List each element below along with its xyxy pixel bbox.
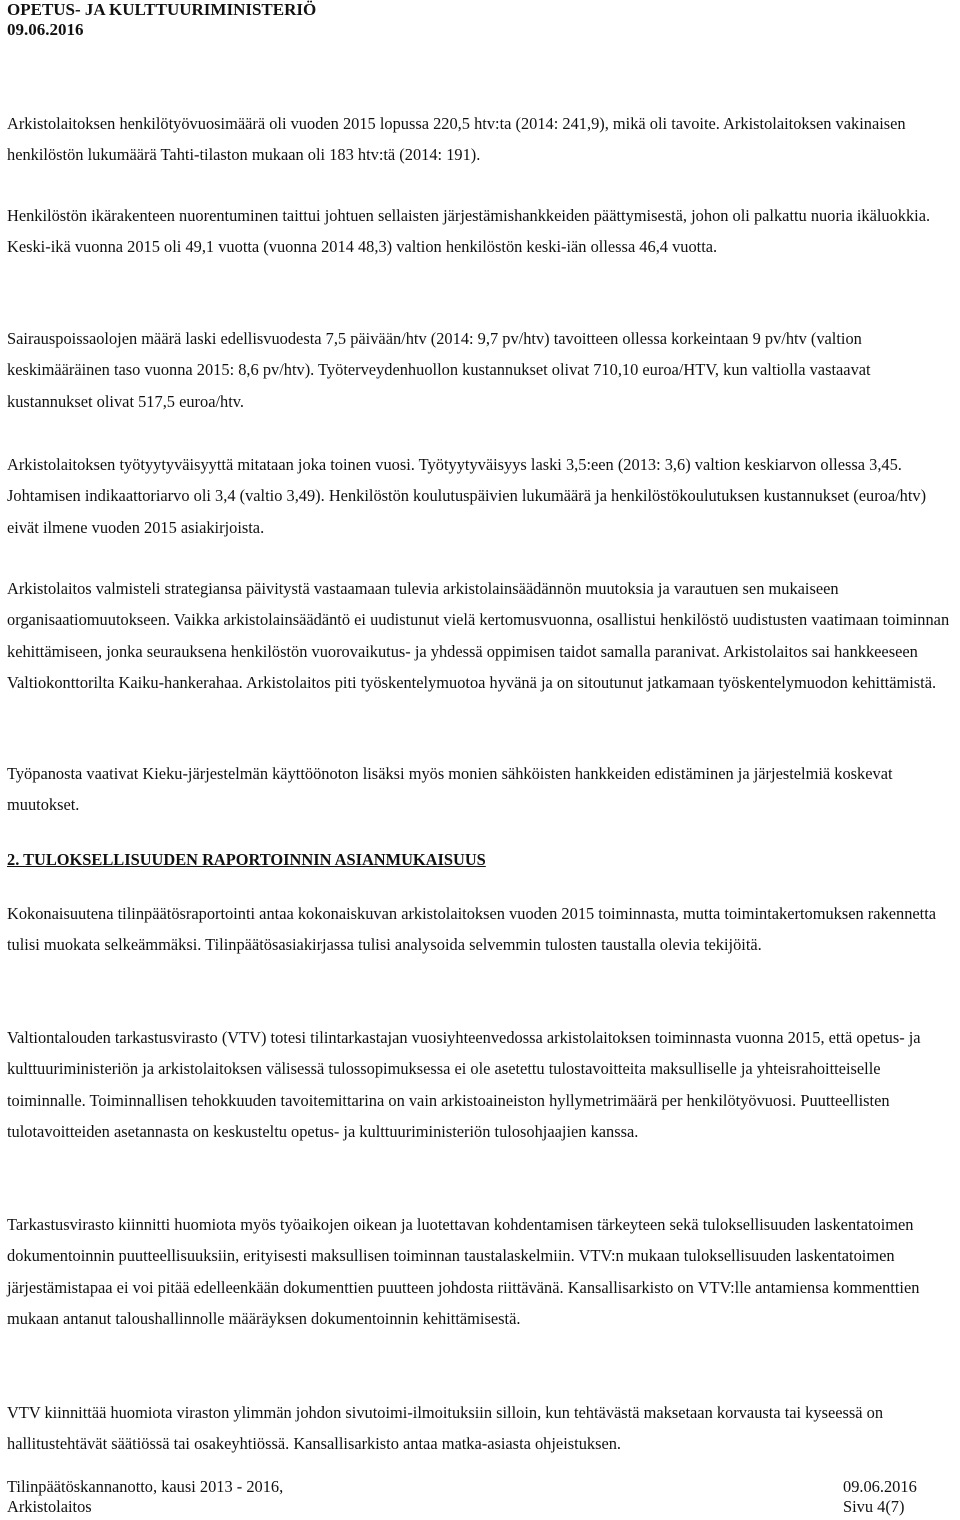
paragraph-reporting-overview: Kokonaisuutena tilinpäätösraportointi antaa kokonaiskuvan arkistolaitoksen vuoden 2015 toiminnasta, mutta toimintakertomuksen rakennetta tulisi muokata selkeämmäksi. Tilinpäätösasiakirjassa tulisi analysoida selvemmin tulosten taustalla olevia tekijöitä. <box>7 904 937 955</box>
footer-date: 09.06.2016 <box>843 1477 917 1496</box>
paragraph-kieku: Työpanosta vaativat Kieku-järjestelmän käyttöönoton lisäksi myös monien sähköisten hankkeiden edistäminen ja järjestelmiä koskevat muutokset. <box>7 764 893 815</box>
paragraph-staff-years: Arkistolaitoksen henkilötyövuosimäärä oli vuoden 2015 lopussa 220,5 htv:ta (2014: 241,9), mikä oli tavoite. Arkistolaitoksen vakinaisen henkilöstön lukumäärä Tahti-tilaston mukaan oli 183 htv:tä (2014: 191). <box>7 114 906 165</box>
paragraph-vtv-findings: Valtiontalouden tarkastusvirasto (VTV) totesi tilintarkastajan vuosiyhteenvedossa arkistolaitoksen toiminnasta vuonna 2015, että opetus- ja kulttuuriministeriön ja arkistolaitoksen välisessä tulossopimuksessa ei ole asetettu tulostavoitteita maksulliselle ja yhteisrahoitteiselle toiminnalle. Toiminnallisen tehokkuuden tavoitemittarina on vain arkistoaineiston hyllymetrimäärä per henkilötyövuosi. Puutteellisten tulotavoitteiden asetannasta on keskusteltu opetus- ja kulttuuriministeriön tulosohjaajien kanssa. <box>7 1028 921 1141</box>
paragraph-strategy: Arkistolaitos valmisteli strategiansa päivitystä vastaamaan tulevia arkistolainsäädännön muutoksia ja varautuen sen mukaiseen organisaatiomuutokseen. Vaikka arkistolainsäädäntö ei uudistunut vielä kertomusvuonna, osallistui henkilöstö uudistusten vaatimaan toiminnan kehittämiseen, jonka seurauksena henkilöstön vuorovaikutus- ja yhdessä oppimisen taidot samalla paranivat. Arkistolaitos sai hankkeeseen Valtiokonttorilta Kaiku-hankerahaa. Arkistolaitos piti työskentelymuotoa hyvänä ja on sitoutunut jatkamaan työskentelymuodon kehittämistä. <box>7 579 950 692</box>
ministry-name: OPETUS- JA KULTTUURIMINISTERIÖ <box>7 0 317 19</box>
paragraph-side-jobs: VTV kiinnittää huomiota viraston ylimmän johdon sivutoimi-ilmoituksiin silloin, kun tehtävästä maksetaan korvausta tai kyseessä on hallitustehtävät säätiössä tai osakeyhtiössä. Kansallisarkisto antaa matka-asiasta ohjeistuksen. <box>7 1403 884 1454</box>
section-heading: 2. TULOKSELLISUUDEN RAPORTOINNIN ASIANMUKAISUUS <box>7 850 486 869</box>
footer-organization: Arkistolaitos <box>7 1497 92 1516</box>
paragraph-job-satisfaction: Arkistolaitoksen työtyytyväisyyttä mitataan joka toinen vuosi. Työtyytyväisyys laski 3,5:een (2013: 3,6) valtion keskiarvon ollessa 3,45. Johtamisen indikaattoriarvo oli 3,4 (valtio 3,49). Henkilöstön koulutuspäivien lukumäärä ja henkilöstökoulutuksen kustannukset (euroa/htv) eivät ilmene vuoden 2015 asiakirjoista. <box>7 455 927 537</box>
page-footer <box>7 1477 953 1517</box>
page-header <box>7 0 316 40</box>
header-date: 09.06.2016 <box>7 20 84 39</box>
paragraph-sick-leave: Sairauspoissaolojen määrä laski edellisvuodesta 7,5 päivään/htv (2014: 9,7 pv/htv) tavoitteen ollessa korkeintaan 9 pv/htv (valtion keskimääräinen taso vuonna 2015: 8,6 pv/htv). Työterveydenhuollon kustannukset olivat 710,10 euroa/HTV, kun valtiolla vastaavat kustannukset olivat 517,5 euroa/htv. <box>7 329 871 411</box>
footer-page-number: Sivu 4(7) <box>843 1497 905 1516</box>
paragraph-age-structure: Henkilöstön ikärakenteen nuorentuminen taittui johtuen sellaisten järjestämishankkeiden päättymisestä, johon oli palkattu nuoria ikäluokkia. Keski-ikä vuonna 2015 oli 49,1 vuotta (vuonna 2014 48,3) valtion henkilöstön keski-iän ollessa 46,4 vuotta. <box>7 206 931 257</box>
footer-document-title: Tilinpäätöskannanotto, kausi 2013 - 2016, <box>7 1477 284 1496</box>
paragraph-working-time: Tarkastusvirasto kiinnitti huomiota myös työaikojen oikean ja luotettavan kohdentamisen tärkeyteen sekä tuloksellisuuden laskentatoimen dokumentoinnin puutteellisuuksiin, erityisesti maksullisen toiminnan taustalaskelmiin. VTV:n mukaan tuloksellisuuden laskentatoimen järjestämistapaa ei voi pitää edelleenkään dokumenttien puutteen johdosta riittävänä. Kansallisarkisto on VTV:lle antamiensa kommenttien mukaan antanut taloushallinnolle määräyksen dokumentoinnin kehittämisestä. <box>7 1215 920 1328</box>
